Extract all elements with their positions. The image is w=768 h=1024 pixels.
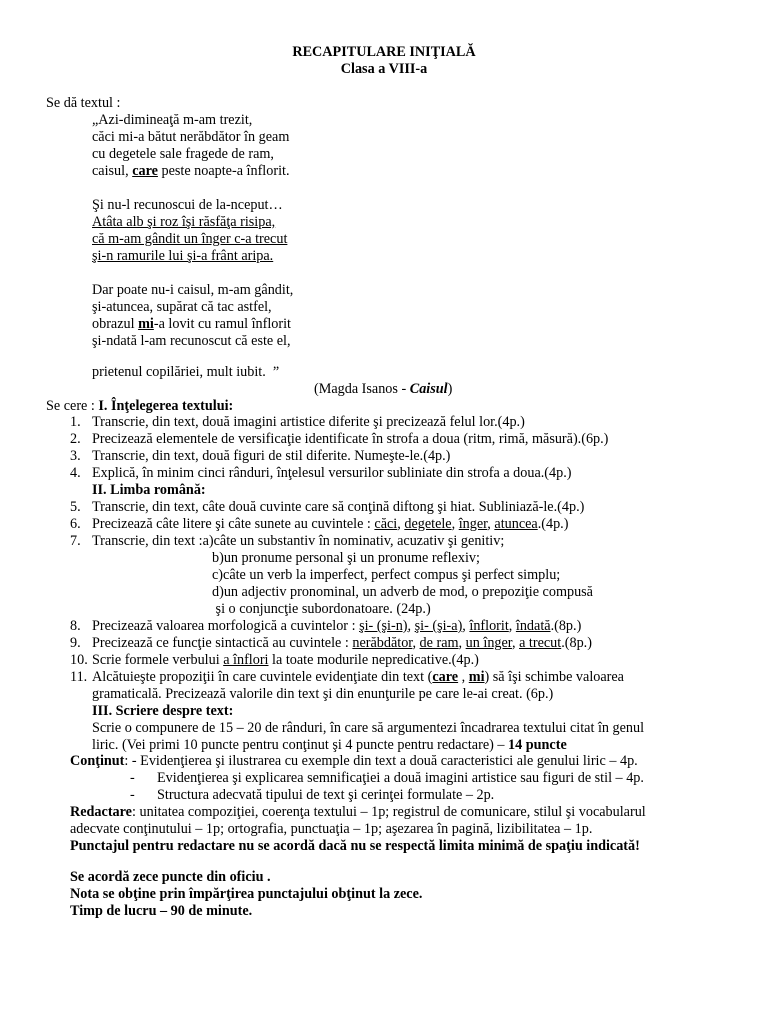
separator: ,	[508, 618, 516, 634]
poem-text: obrazul	[92, 316, 139, 332]
underlined-word: a înflori	[223, 652, 269, 668]
underlined-word: şi- (şi-a)	[414, 618, 463, 634]
item-number: 9.	[70, 635, 81, 651]
poem-text: caisul,	[92, 163, 133, 179]
item-text: Transcrie, din text, două figuri de stil diferite. Numeşte-le.(4p.)	[92, 448, 451, 464]
underlined-word: şi- (şi-n)	[359, 618, 408, 634]
bullet-dash: -	[130, 787, 135, 803]
poem-line	[92, 163, 290, 180]
section-3-title: III. Scriere despre text:	[92, 703, 234, 719]
poem-attribution	[314, 381, 452, 398]
separator: ,	[458, 635, 466, 651]
document-title: RECAPITULARE INIŢIALĂ	[292, 44, 476, 60]
item-text-part: .(4p.)	[537, 516, 569, 532]
item-text-continuation: gramaticală. Precizează valorile din text şi din enunţurile pe care le-ai creat. (6p.)	[92, 686, 554, 702]
underlined-word: căci	[374, 516, 398, 532]
item-number: 3.	[70, 448, 81, 464]
poem-text: peste noapte-a înflorit.	[157, 163, 290, 179]
item-text	[92, 635, 592, 652]
poem-line: şi-ndată l-am recunoscut că este el,	[92, 333, 291, 349]
essay-instructions	[92, 737, 567, 754]
underlined-word: îndată	[515, 618, 551, 634]
redactare-criteria	[70, 804, 646, 821]
item-text-part: Scrie formele verbului	[92, 652, 224, 668]
item-text-part: Precizează ce funcţie sintactică au cuvintele :	[92, 635, 353, 651]
separator: ,	[458, 669, 469, 685]
content-criterion: Structura adecvată tipului de text şi cerinţei formulate – 2p.	[157, 787, 495, 803]
item-text-part: .(8p.)	[550, 618, 582, 634]
separator: ,	[511, 635, 520, 651]
underlined-word: a trecut	[519, 635, 562, 651]
section-1-title: I. Înţelegerea textului:	[98, 398, 234, 414]
time-note: Timp de lucru – 90 de minute.	[70, 903, 253, 919]
attribution-title: Caisul	[409, 381, 448, 397]
redactare-label: Redactare	[70, 804, 132, 820]
item-text: Transcrie, din text, câte două cuvinte care să conţină diftong şi hiat. Subliniază-le.(4p.)	[92, 499, 585, 515]
item-text-part: ) să îşi schimbe valoarea	[484, 669, 624, 685]
underlined-poem-line: şi-n ramurile lui şi-a frânt aripa.	[92, 248, 274, 264]
poem-line: „Azi-dimineaţă m-am trezit,	[92, 112, 253, 128]
item-text: Explică, în minim cinci rânduri, înţelesul versurilor subliniate din strofa a doua.(4p.)	[92, 465, 572, 481]
bullet-dash: -	[130, 770, 135, 786]
content-criterion: Evidenţierea şi explicarea semnificaţiei a două imagini artistice sau figuri de stil – 4p.	[157, 770, 644, 786]
poem-line: prietenul copilăriei, mult iubit. ”	[92, 364, 280, 380]
separator: ,	[451, 516, 459, 532]
item-subpoint: c)câte un verb la imperfect, perfect compus şi perfect simplu;	[212, 567, 561, 583]
essay-text: liric. (Vei primi 10 puncte pentru conţinut şi 4 puncte pentru redactare) –	[92, 737, 509, 753]
item-number: 1.	[70, 414, 81, 430]
item-text-part: Alcătuieşte propoziţii în care cuvintele evidenţiate din text (	[92, 669, 433, 685]
section-1-heading	[46, 398, 233, 415]
item-number: 10.	[70, 652, 88, 668]
item-text: Precizează elementele de versificaţie identificate în strofa a doua (ritm, rimă, măsură).(6p.)	[92, 431, 609, 447]
underlined-word: înger	[458, 516, 488, 532]
separator: ,	[407, 618, 415, 634]
document-subtitle: Clasa a VIII-a	[340, 61, 428, 77]
item-number: 8.	[70, 618, 81, 634]
underlined-word: un înger	[465, 635, 512, 651]
section-prefix: Se cere :	[46, 398, 99, 414]
poem-line: Dar poate nu-i caisul, m-am gândit,	[92, 282, 294, 298]
item-number: 6.	[70, 516, 81, 532]
underlined-poem-line: Atâta alb şi roz îşi răsfăţa risipa,	[92, 214, 276, 230]
item-number: 2.	[70, 431, 81, 447]
poem-text: -a lovit cu ramul înflorit	[153, 316, 291, 332]
poem-line: Şi nu-l recunoscui de la-nceput…	[92, 197, 283, 213]
highlighted-word-mi: mi	[468, 669, 485, 685]
underlined-word: atuncea	[494, 516, 538, 532]
content-criterion: : - Evidenţierea şi ilustrarea cu exemple din text a două caracteristici ale genului liric – 4p.	[124, 753, 638, 769]
poem-line: şi-atuncea, supărat că tac astfel,	[92, 299, 272, 315]
content-criteria	[70, 753, 638, 770]
redactare-text: adecvate conţinutului – 1p; ortografia, punctuaţia – 1p; aşezarea în pagină, lizibilitatea – 1p.	[70, 821, 593, 837]
item-subpoint: şi o conjuncţie subordonatoare. (24p.)	[212, 601, 431, 617]
item-number: 5.	[70, 499, 81, 515]
underlined-word: înflorit	[469, 618, 509, 634]
item-text-part: Precizează valoarea morfologică a cuvintelor :	[92, 618, 360, 634]
essay-instructions: Scrie o compunere de 15 – 20 de rânduri, în care să argumentezi încadrarea textului citat în genul	[92, 720, 645, 736]
item-number: 7.	[70, 533, 81, 549]
item-number: 11.	[70, 669, 88, 685]
item-text	[92, 652, 479, 669]
section-2-title: II. Limba română:	[92, 482, 206, 498]
highlighted-word-care: care	[432, 669, 459, 685]
item-text: Transcrie, din text :a)câte un substantiv în nominativ, acuzativ şi genitiv;	[92, 533, 505, 549]
separator: ,	[487, 516, 495, 532]
separator: ,	[397, 516, 405, 532]
underlined-poem-line: că m-am gândit un înger c-a trecut	[92, 231, 288, 247]
item-subpoint: d)un adjectiv pronominal, un adverb de mod, o prepoziţie compusă	[212, 584, 593, 600]
attribution-close: )	[447, 381, 453, 397]
attribution-author: (Magda Isanos -	[314, 381, 410, 397]
poem-line: căci mi-a bătut nerăbdător în geam	[92, 129, 290, 145]
underlined-word: de ram	[419, 635, 459, 651]
highlighted-word-mi: mi	[138, 316, 154, 332]
final-note: Se acordă zece puncte din oficiu .	[70, 869, 271, 885]
final-note: Nota se obţine prin împărţirea punctajului obţinut la zece.	[70, 886, 423, 902]
item-text-part: Precizează câte litere şi câte sunete au cuvintele :	[92, 516, 375, 532]
item-text: Transcrie, din text, două imagini artistice diferite şi precizează felul lor.(4p.)	[92, 414, 525, 430]
redactare-text: : unitatea compoziţiei, coerenţa textului – 1p; registrul de comunicare, stilul şi vocabularul	[131, 804, 646, 820]
item-subpoint: b)un pronume personal şi un pronume reflexiv;	[212, 550, 480, 566]
item-text-part: .(8p.)	[561, 635, 592, 651]
essay-points: 14 puncte	[508, 737, 567, 753]
item-text-part: la toate modurile nepredicative.(4p.)	[268, 652, 479, 668]
item-text	[92, 669, 624, 686]
content-label: Conţinut	[70, 753, 125, 769]
underlined-word: degetele	[404, 516, 452, 532]
highlighted-word-care: care	[132, 163, 158, 179]
poem-line: cu degetele sale fragede de ram,	[92, 146, 274, 162]
separator: ,	[412, 635, 420, 651]
poem-line	[92, 316, 291, 333]
redactare-note: Punctajul pentru redactare nu se acordă dacă nu se respectă limita minimă de spaţiu indicată!	[70, 838, 640, 854]
underlined-word: nerăbdător	[352, 635, 413, 651]
item-text	[92, 618, 581, 635]
item-text	[92, 516, 568, 533]
separator: ,	[462, 618, 470, 634]
item-number: 4.	[70, 465, 81, 481]
intro-text: Se dă textul :	[46, 95, 121, 111]
